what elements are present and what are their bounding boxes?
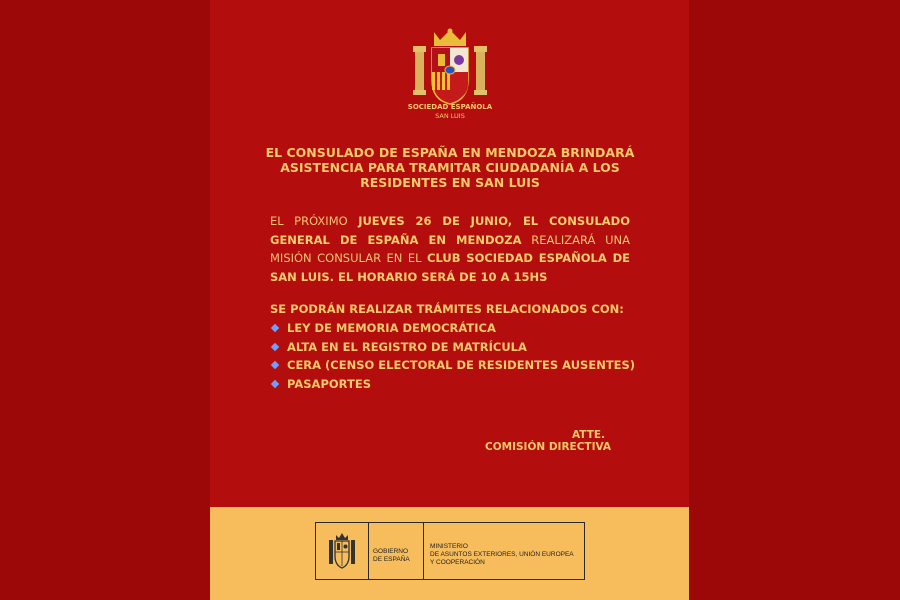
list-item-label: ALTA EN EL REGISTRO DE MATRÍCULA — [287, 339, 527, 354]
headline — [250, 145, 650, 190]
ministry-name-line: DE ASUNTOS EXTERIORES, UNIÓN EUROPEA — [430, 551, 574, 558]
signature-committee: COMISIÓN DIRECTIVA — [485, 441, 612, 453]
headline-line: ASISTENCIA PARA TRAMITAR CIUDADANÍA A LOS — [280, 160, 620, 175]
ministry-name-line: MINISTERIO — [430, 543, 468, 550]
procedures-list — [270, 321, 635, 395]
list-item — [270, 340, 635, 359]
paragraph-text: EL PRÓXIMO — [270, 214, 359, 228]
brand-location: SAN LUIS — [435, 112, 465, 120]
headline-line: EL CONSULADO DE ESPAÑA EN MENDOZA BRINDARÁ — [265, 145, 635, 160]
announcement-paragraph — [270, 212, 630, 286]
list-item-label: PASAPORTES — [287, 376, 371, 391]
headline-line: RESIDENTES EN SAN LUIS — [360, 175, 540, 190]
diamond-bullet-icon — [271, 379, 279, 387]
diamond-bullet-icon — [271, 361, 279, 369]
diamond-bullet-icon — [271, 324, 279, 332]
list-item-label: CERA (CENSO ELECTORAL DE RESIDENTES AUSENTES) — [287, 358, 636, 372]
government-name-line: DE ESPAÑA — [373, 556, 410, 563]
diamond-bullet-icon — [271, 342, 279, 350]
paragraph-text: REALIZARÁ UNA MISIÓN CONSULAR EN EL — [270, 232, 630, 265]
list-item — [270, 377, 635, 396]
signature-greeting: ATTE. — [572, 429, 606, 441]
procedures-title: SE PODRÁN REALIZAR TRÁMITES RELACIONADOS CON: — [270, 302, 624, 316]
brand-name: SOCIEDAD ESPAÑOLA — [407, 103, 493, 111]
government-logo — [315, 522, 585, 580]
list-item — [270, 321, 635, 340]
coat-of-arms-icon — [412, 28, 488, 108]
list-item — [270, 358, 635, 377]
logo-divider — [368, 523, 369, 579]
logo-divider — [423, 523, 424, 579]
spain-shield-icon — [329, 532, 355, 570]
paragraph-highlight: JUEVES 26 DE JUNIO, EL CONSULADO GENERAL DE ESPAÑA EN MENDOZA — [270, 214, 630, 247]
list-item-label: LEY DE MEMORIA DEMOCRÁTICA — [287, 321, 496, 335]
ministry-name-line: Y COOPERACIÓN — [430, 559, 485, 566]
ministry-name — [430, 543, 574, 567]
paragraph-highlight: CLUB SOCIEDAD ESPAÑOLA DE SAN LUIS. EL HORARIO SERÁ DE 10 A 15HS — [270, 251, 630, 284]
government-name-line: GOBIERNO — [373, 548, 409, 555]
government-name — [373, 548, 410, 564]
